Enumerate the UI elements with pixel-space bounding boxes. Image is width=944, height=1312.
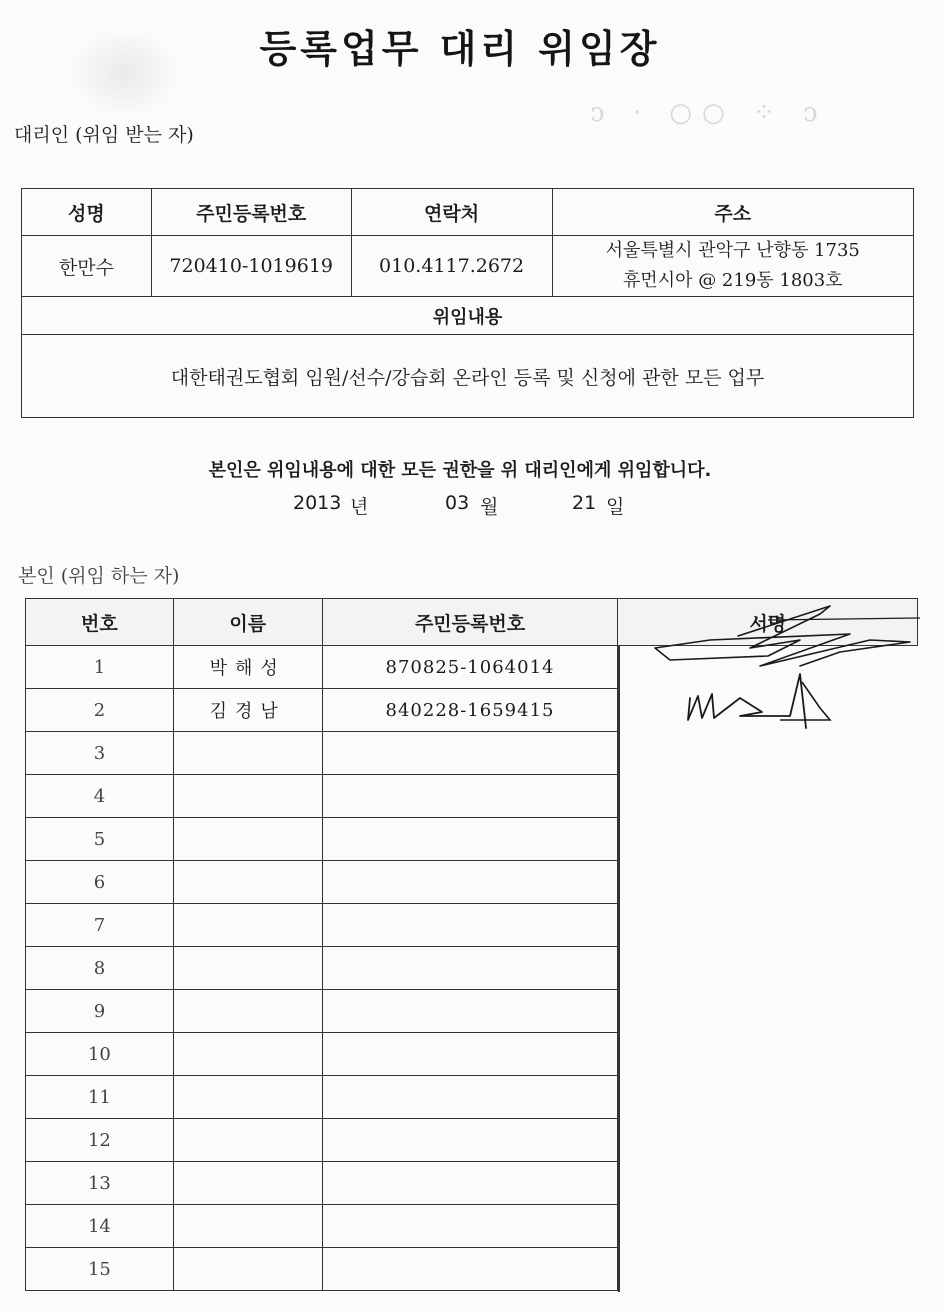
date-day: 21 [572, 492, 597, 514]
row-number: 3 [26, 732, 174, 775]
row-rrn [322, 990, 618, 1033]
row-signature [618, 775, 620, 819]
row-signature [618, 1033, 620, 1077]
proxy-address-line2: 휴먼시아 @ 219동 1803호 [622, 270, 843, 291]
row-rrn [322, 1033, 618, 1076]
row-rrn [322, 1205, 618, 1248]
row-name [173, 818, 322, 861]
delegation-content-row [22, 335, 914, 418]
date-year-unit: 년 [350, 496, 369, 518]
row-number: 11 [26, 1076, 174, 1119]
row-signature [618, 1162, 620, 1206]
row-rrn [322, 1076, 618, 1119]
row-name: 박해성 [173, 646, 322, 689]
row-rrn [322, 947, 618, 990]
row-name [173, 1248, 322, 1291]
date-day-unit: 일 [606, 496, 625, 518]
row-name [173, 1033, 322, 1076]
row-rrn: 840228-1659415 [322, 689, 618, 732]
row-signature [618, 947, 620, 991]
row-signature [618, 646, 620, 690]
principal-row [26, 861, 918, 904]
delegation-header: 위임내용 [22, 297, 914, 335]
row-signature [618, 1205, 620, 1249]
row-signature [618, 861, 620, 905]
row-number: 1 [26, 646, 174, 689]
principal-header-row [26, 599, 918, 646]
row-signature [618, 689, 620, 733]
row-name [173, 1205, 322, 1248]
proxy-address-line1: 서울특별시 관악구 난향동 1735 [605, 240, 860, 261]
row-number: 9 [26, 990, 174, 1033]
row-name [173, 990, 322, 1033]
proxy-rrn: 720410-1019619 [151, 236, 351, 297]
principal-name-header: 이름 [173, 599, 322, 646]
row-number: 4 [26, 775, 174, 818]
document-title: 등록업무 대리 위임장 [259, 27, 661, 71]
row-number: 15 [26, 1248, 174, 1291]
principal-row [26, 1033, 918, 1076]
principal-row [26, 990, 918, 1033]
principal-row [26, 904, 918, 947]
principal-row [26, 1076, 918, 1119]
proxy-section-label: 대리인 (위임 받는 자) [14, 124, 194, 146]
proxy-name-header: 성명 [22, 189, 152, 236]
proxy-name: 한만수 [22, 236, 152, 297]
row-rrn [322, 1162, 618, 1205]
row-signature [618, 904, 620, 948]
delegation-content: 대한태권도협회 임원/선수/강습회 온라인 등록 및 신청에 관한 모든 업무 [22, 335, 914, 418]
row-signature [618, 1119, 620, 1163]
principal-row [26, 1119, 918, 1162]
delegation-header-row [22, 297, 914, 335]
principal-row [26, 1205, 918, 1248]
row-number: 14 [26, 1205, 174, 1248]
row-name [173, 1076, 322, 1119]
row-name [173, 775, 322, 818]
principal-signature-header: 서명 [618, 599, 918, 646]
row-name [173, 732, 322, 775]
row-rrn [322, 861, 618, 904]
date-month: 03 [445, 492, 470, 514]
date-year: 2013 [293, 492, 342, 514]
row-number: 10 [26, 1033, 174, 1076]
delegation-statement: 본인은 위임내용에 대한 모든 권한을 위 대리인에게 위임합니다. [208, 460, 712, 481]
row-number: 5 [26, 818, 174, 861]
row-signature [618, 1076, 620, 1120]
row-name [173, 1162, 322, 1205]
row-number: 12 [26, 1119, 174, 1162]
proxy-rrn-header: 주민등록번호 [151, 189, 351, 236]
row-signature [618, 732, 620, 776]
row-name [173, 1119, 322, 1162]
proxy-data-row [22, 236, 914, 297]
row-name [173, 861, 322, 904]
row-rrn [322, 818, 618, 861]
bleed-through-marks: ↄ · ○○ ⁘ ↄ [590, 98, 828, 128]
proxy-contact-header: 연락처 [351, 189, 552, 236]
proxy-header-row [22, 189, 914, 236]
row-signature [618, 1248, 620, 1292]
row-name: 김경남 [173, 689, 322, 732]
proxy-address-header: 주소 [552, 189, 913, 236]
proxy-table [21, 188, 914, 418]
row-signature [618, 990, 620, 1034]
principal-row [26, 1162, 918, 1205]
row-rrn [322, 732, 618, 775]
row-number: 13 [26, 1162, 174, 1205]
date-month-unit: 월 [480, 496, 499, 518]
row-rrn [322, 904, 618, 947]
principal-row [26, 1248, 918, 1291]
row-rrn [322, 1248, 618, 1291]
principal-section-label: 본인 (위임 하는 자) [18, 565, 180, 587]
row-rrn [322, 775, 618, 818]
row-number: 7 [26, 904, 174, 947]
principal-rrn-header: 주민등록번호 [322, 599, 618, 646]
row-rrn [322, 1119, 618, 1162]
principal-row [26, 775, 918, 818]
row-rrn: 870825-1064014 [322, 646, 618, 689]
principal-row [26, 818, 918, 861]
principal-row [26, 689, 918, 732]
principal-row [26, 732, 918, 775]
principal-no-header: 번호 [26, 599, 174, 646]
row-number: 8 [26, 947, 174, 990]
principal-row [26, 646, 918, 689]
row-signature [618, 818, 620, 862]
proxy-address [552, 236, 913, 297]
row-name [173, 947, 322, 990]
principal-table [25, 598, 918, 1291]
row-number: 6 [26, 861, 174, 904]
principal-row [26, 947, 918, 990]
row-name [173, 904, 322, 947]
row-number: 2 [26, 689, 174, 732]
proxy-contact: 010.4117.2672 [351, 236, 552, 297]
